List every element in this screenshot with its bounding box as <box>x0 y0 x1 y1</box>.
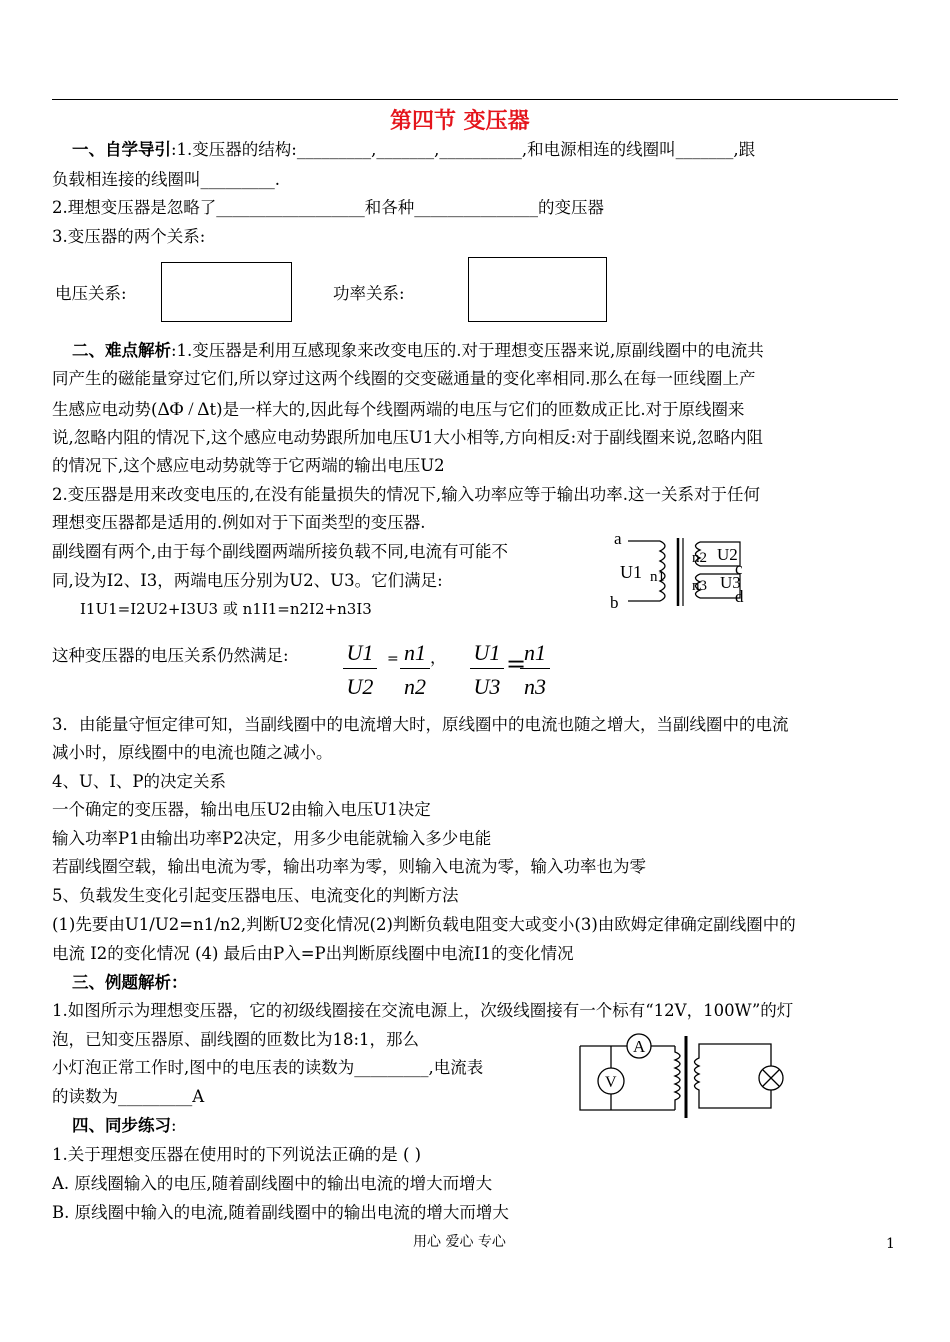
power-answer-box[interactable] <box>468 257 607 322</box>
fraction-n1-n3 <box>520 638 550 698</box>
fraction-u1-u2 <box>343 638 377 698</box>
s2-p1d: 说,忽略内阻的情况下,这个感应电动势跟所加电压U1大小相等,方向相反:对于副线圈来说,忽略内阻 <box>52 428 763 447</box>
s2-p2f: 这种变压器的电压关系仍然满足: <box>52 646 289 665</box>
s4-option-a[interactable]: A. 原线圈输入的电压,随着副线圈中的输出电流的增大而增大 <box>52 1174 493 1193</box>
u2-label: U2 <box>717 545 738 564</box>
s1-line1b: 负载相连接的线圈叫_________. <box>52 170 280 189</box>
fraction-u1-u3 <box>470 638 504 698</box>
s2-p2d: 同,设为I2、I3，两端电压分别为U2、U3。它们满足: <box>52 571 443 590</box>
frac2-denominator: U3 <box>473 674 501 699</box>
s4-option-b[interactable]: B. 原线圈中输入的电流,随着副线圈中的输出电流的增大而增大 <box>52 1203 509 1222</box>
s4-q1: 1.关于理想变压器在使用时的下列说法正确的是 ( ) <box>52 1145 422 1164</box>
frac2-equals: = <box>506 650 527 678</box>
n3-label: n3 <box>692 578 707 594</box>
s2-p2a: 2.变压器是用来改变电压的,在没有能量损失的情况下,输入功率应等于输出功率.这一关系对于任何 <box>52 485 760 504</box>
fraction-n1-n2 <box>400 638 430 698</box>
s2-p4h: 4、U、I、P的决定关系 <box>52 772 227 791</box>
transformer-circuit-diagram <box>577 1030 797 1120</box>
terminal-b: b <box>610 593 619 612</box>
s2-p4b: 输入功率P1由输出功率P2决定，用多少电能就输入多少电能 <box>52 829 492 848</box>
voltmeter-label: V <box>605 1074 617 1091</box>
u1-label: U1 <box>620 562 642 582</box>
frac1-numerator: U1 <box>346 640 374 665</box>
s4-heading-colon: : <box>171 1116 177 1135</box>
n2-label: n2 <box>692 550 707 566</box>
s1-heading: 一、自学导引 <box>72 140 171 159</box>
s3-q1c: 小灯泡正常工作时,图中的电压表的读数为_________,电流表 <box>52 1058 484 1077</box>
s2-p4c: 若副线圈空载，输出电流为零，输出功率为零，则输入电流为零，输入功率也为零 <box>52 857 646 876</box>
s3-q1b: 泡，已知变压器原、副线圈的匝数比为18:1，那么 <box>52 1030 420 1049</box>
s2-p1e: 的情况下,这个感应电动势就等于它两端的输出电压U2 <box>52 456 445 475</box>
s2-p2c: 副线圈有两个,由于每个副线圈两端所接负载不同,电流有可能不 <box>52 542 508 561</box>
power-label: 功率关系: <box>333 284 405 303</box>
page-number: 1 <box>886 1236 895 1252</box>
frac2-numerator: U1 <box>473 640 501 665</box>
s2-p2e: I1U1=I2U2+I3U3 或 n1I1=n2I2+n3I3 <box>80 600 372 618</box>
s2-p1b: 同产生的磁能量穿过它们,所以穿过这两个线圈的交变磁通量的变化率相同.那么在每一匝线圈上产 <box>52 369 756 388</box>
s1-line3: 3.变压器的两个关系: <box>52 227 206 246</box>
frac1r-denominator: n2 <box>404 674 426 699</box>
s2-p1c <box>52 400 745 419</box>
frac1r-numerator: n1 <box>404 640 426 665</box>
header-rule <box>52 99 898 100</box>
frac2r-denominator: n3 <box>524 674 546 699</box>
three-winding-transformer-diagram <box>600 528 770 614</box>
voltage-answer-box[interactable] <box>161 262 292 322</box>
s2-p5h: 5、负载发生变化引起变压器电压、电流变化的判断方法 <box>52 886 459 905</box>
voltage-label: 电压关系: <box>55 284 127 303</box>
s2-p1a-text: :1.变压器是利用互感现象来改变电压的.对于理想变压器来说,原副线圈中的电流共 <box>171 341 764 360</box>
s2-p5a: (1)先要由U1/U2=n1/n2,判断U2变化情况(2)判断负载电阻变大或变小(3)由欧姆定律确定副线圈中的 <box>52 915 796 934</box>
s2-p3a: 3．由能量守恒定律可知，当副线圈中的电流增大时，原线圈中的电流也随之增大，当副线圈中的电流 <box>52 715 789 734</box>
s2-p2b: 理想变压器都是适用的.例如对于下面类型的变压器. <box>52 513 426 532</box>
terminal-d: d <box>735 587 744 606</box>
fraction-comma: ， <box>430 648 447 667</box>
terminal-c: c <box>735 559 743 578</box>
s4-heading: 四、同步练习 <box>72 1116 171 1135</box>
page-title: 第四节 变压器 <box>390 108 530 134</box>
n1-label: n1 <box>650 569 665 585</box>
s2-p1a <box>72 343 764 360</box>
s2-p1c-post: t)是一样大的,因此每个线圈两端的电压与它们的匝数成正比.对于原线圈来 <box>209 400 745 419</box>
terminal-a: a <box>614 529 622 548</box>
s2-p4a: 一个确定的变压器，输出电压U2由输入电压U1决定 <box>52 800 431 819</box>
frac2r-numerator: n1 <box>524 640 546 665</box>
s4-heading-line <box>72 1118 177 1135</box>
s2-p1c-pre: 生感应电动势( <box>52 400 158 419</box>
ammeter-label: A <box>633 1037 646 1056</box>
flux-formula: ΔΦ / Δ <box>157 399 210 420</box>
s3-q1d: 的读数为_________A <box>52 1087 205 1106</box>
footer-text: 用心 爱心 专心 <box>413 1234 506 1250</box>
s2-heading: 二、难点解析 <box>72 341 171 360</box>
u3-label: U3 <box>720 573 741 592</box>
s3-q1a: 1.如图所示为理想变压器，它的初级线圈接在交流电源上，次级线圈接有一个标有“12V，100W”的灯 <box>52 1001 794 1020</box>
s1-line1-text: :1.变压器的结构:_________,_______,__________,和电源相连的线圈叫_______,跟 <box>171 140 756 159</box>
frac1-equals: = <box>387 651 399 667</box>
s1-line2: 2.理想变压器是忽略了__________________和各种_______________的变压器 <box>52 198 604 217</box>
s2-p3b: 减小时，原线圈中的电流也随之减小。 <box>52 743 333 762</box>
s2-p5b: 电流 I2的变化情况 (4) 最后由P入=P出判断原线圈中电流I1的变化情况 <box>52 944 574 963</box>
s1-line1 <box>72 142 755 159</box>
frac1-denominator: U2 <box>346 674 374 699</box>
s3-heading: 三、例题解析： <box>72 973 188 992</box>
